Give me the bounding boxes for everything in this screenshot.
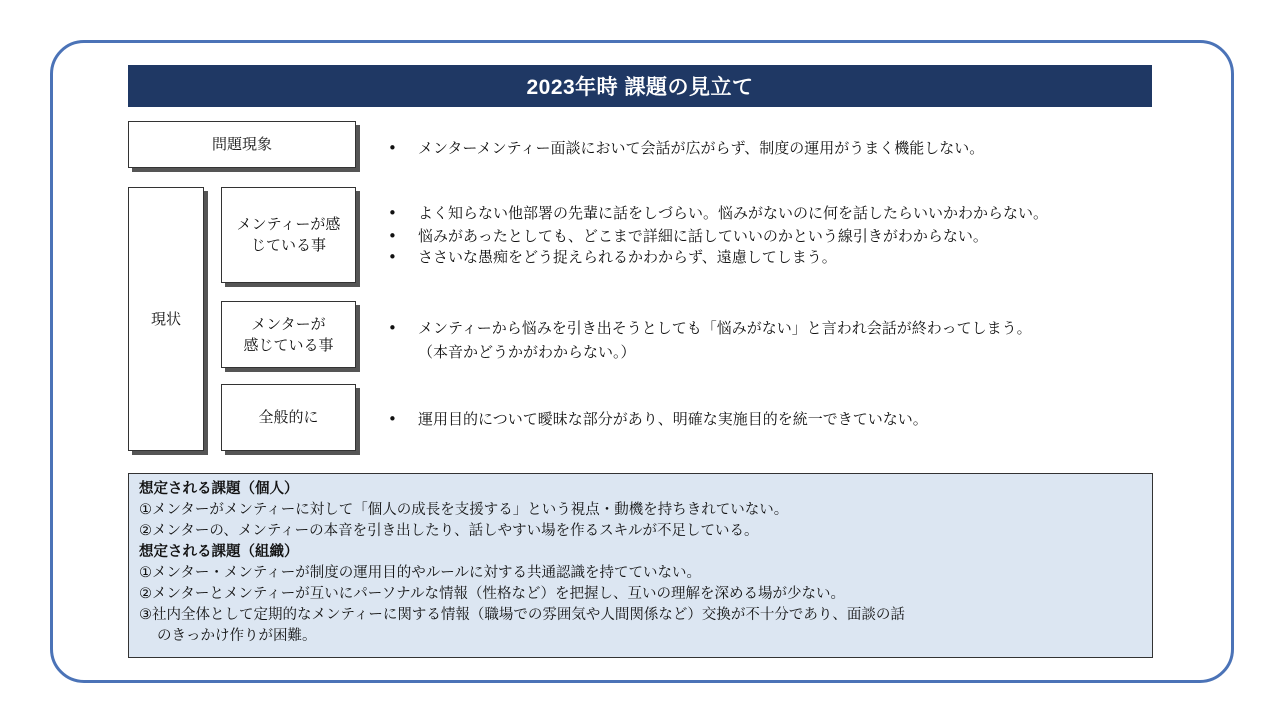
mentee-label-line2: じている事 xyxy=(250,236,326,254)
problem-bullet: • メンターメンティー面談において会話が広がらず、制度の運用がうまく機能しない。 xyxy=(388,139,985,157)
general-label: 全般的に xyxy=(258,408,319,426)
bullet-marker: • xyxy=(388,227,397,245)
issues-individual-item-1: ①メンターがメンティーに対して「個人の成長を支援する」という視点・動機を持ちきれていない。 xyxy=(139,502,789,518)
mentor-label-box xyxy=(221,301,356,368)
current-label-box xyxy=(128,187,204,451)
bullet-marker: • xyxy=(388,139,397,157)
bullet-marker: • xyxy=(388,319,397,337)
issues-organization-item-3-continuation: のきっかけ作りが困難。 xyxy=(157,628,317,644)
mentee-label-box xyxy=(221,187,356,283)
mentee-bullet-1: • よく知らない他部署の先輩に話をしづらい。悩みがないのに何を話したらいいかわからない。 xyxy=(388,204,1049,222)
mentee-bullet-2: • 悩みがあったとしても、どこまで詳細に話していいのかという線引きがわからない。 xyxy=(388,227,988,245)
issues-individual-heading: 想定される課題（個人） xyxy=(139,481,299,497)
mentor-bullet-1: • メンティーから悩みを引き出そうとしても「悩みがない」と言われ会話が終わってしまう。 xyxy=(388,319,1032,337)
current-label: 現状 xyxy=(150,309,181,328)
general-bullet: • 運用目的について曖昧な部分があり、明確な実施目的を統一できていない。 xyxy=(388,410,928,428)
mentee-label-line1: メンティーが感 xyxy=(236,215,341,233)
bullet-marker: • xyxy=(388,248,397,266)
issues-individual-item-2: ②メンターの、メンティーの本音を引き出したり、話しやすい場を作るスキルが不足している。 xyxy=(139,523,759,539)
issues-box xyxy=(128,473,1153,658)
issues-organization-item-2: ②メンターとメンティーが互いにパーソナルな情報（性格など）を把握し、互いの理解を深める場が少ない。 xyxy=(139,586,845,602)
bullet-marker: • xyxy=(388,204,397,222)
issues-organization-item-3: ③社内全体として定期的なメンティーに関する情報（職場での雰囲気や人間関係など）交換が不十分であり、面談の話 xyxy=(139,607,905,623)
mentor-label-line1: メンターが xyxy=(251,314,326,333)
issues-organization-item-1: ①メンター・メンティーが制度の運用目的やルールに対する共通認識を持てていない。 xyxy=(139,565,701,581)
mentee-bullet-3: • ささいな愚痴をどう捉えられるかわからず、遠慮してしまう。 xyxy=(388,248,837,266)
bullet-marker: • xyxy=(388,410,397,428)
problem-label-box xyxy=(128,121,356,168)
mentor-label-line2: 感じている事 xyxy=(243,335,334,354)
problem-label: 問題現象 xyxy=(211,135,272,153)
general-label-box xyxy=(221,384,356,451)
slide-title: 2023年時 課題の見立て xyxy=(128,65,1152,107)
mentor-bullet-continuation: （本音かどうかがわからない。） xyxy=(418,343,636,361)
issues-organization-heading: 想定される課題（組織） xyxy=(139,544,299,560)
